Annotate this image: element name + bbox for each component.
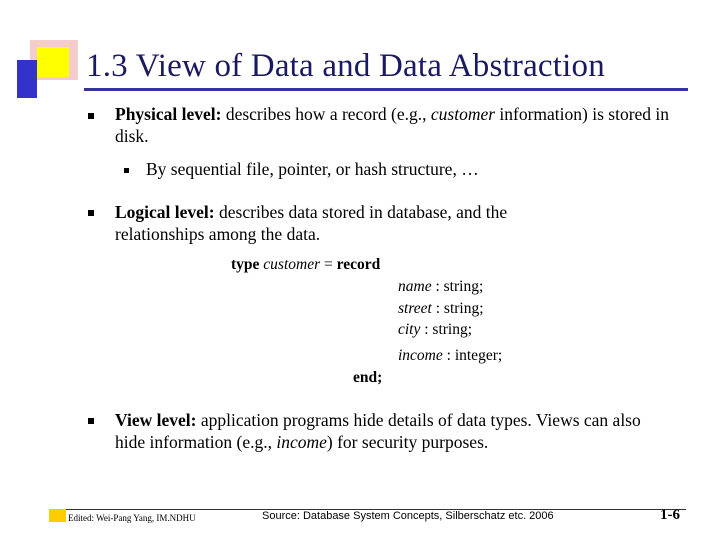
code-field-name: name bbox=[398, 278, 432, 295]
code-field bbox=[398, 347, 502, 365]
code-type-name: customer bbox=[259, 256, 321, 273]
view-level-text-end: ) for security purposes. bbox=[326, 432, 489, 452]
physical-level-text-end: information) is stored in disk. bbox=[115, 104, 670, 146]
logical-level-term: Logical level: bbox=[115, 202, 215, 222]
logo-yellow-square bbox=[37, 47, 69, 77]
code-field-name: income bbox=[398, 347, 443, 364]
page-number: 1-6 bbox=[660, 507, 680, 523]
logical-level-text: describes data stored in database, and the relationships among the data. bbox=[115, 202, 508, 244]
code-field-type: : string; bbox=[431, 300, 484, 317]
code-field-name: street bbox=[398, 300, 432, 317]
code-type-line bbox=[231, 256, 380, 274]
code-field-type: : integer; bbox=[442, 347, 503, 364]
code-field bbox=[398, 300, 484, 318]
physical-level-text: describes how a record (e.g., bbox=[221, 104, 431, 124]
bullet-physical-level bbox=[115, 103, 675, 147]
footer-source: Source: Database System Concepts, Silberschatz etc. 2006 bbox=[262, 510, 554, 522]
code-end bbox=[353, 369, 382, 387]
code-field-name: city bbox=[398, 321, 421, 338]
bullet-marker bbox=[88, 113, 94, 119]
code-field-type: : string; bbox=[431, 278, 484, 295]
footer-edited-by: Edited: Wei-Pang Yang, IM.NDHU bbox=[68, 513, 196, 523]
bullet-marker bbox=[88, 210, 94, 216]
slide-title: 1.3 View of Data and Data Abstraction bbox=[86, 48, 605, 84]
code-keyword-end: end; bbox=[353, 369, 383, 386]
bullet-logical-level bbox=[115, 201, 585, 245]
physical-level-term: Physical level: bbox=[115, 104, 222, 124]
sub-bullet-storage: By sequential file, pointer, or hash structure, … bbox=[146, 159, 479, 179]
view-level-italic: income bbox=[276, 432, 327, 452]
physical-level-italic: customer bbox=[430, 104, 496, 124]
code-field bbox=[398, 321, 472, 339]
bullet-view-level bbox=[115, 409, 675, 453]
title-underline bbox=[84, 88, 688, 91]
bullet-marker bbox=[88, 418, 94, 424]
logo-blue-bar bbox=[17, 60, 37, 98]
sub-bullet-marker bbox=[124, 168, 129, 173]
view-level-term: View level: bbox=[115, 410, 197, 430]
code-field-type: : string; bbox=[420, 321, 473, 338]
code-field bbox=[398, 278, 483, 296]
code-keyword-type: type bbox=[231, 256, 260, 273]
view-level-text: application programs hide details of data types. Views can also hide information (e.g., bbox=[115, 410, 641, 452]
code-equals: = bbox=[320, 256, 337, 273]
code-keyword-record: record bbox=[336, 256, 381, 273]
footer-swatch bbox=[49, 509, 66, 522]
